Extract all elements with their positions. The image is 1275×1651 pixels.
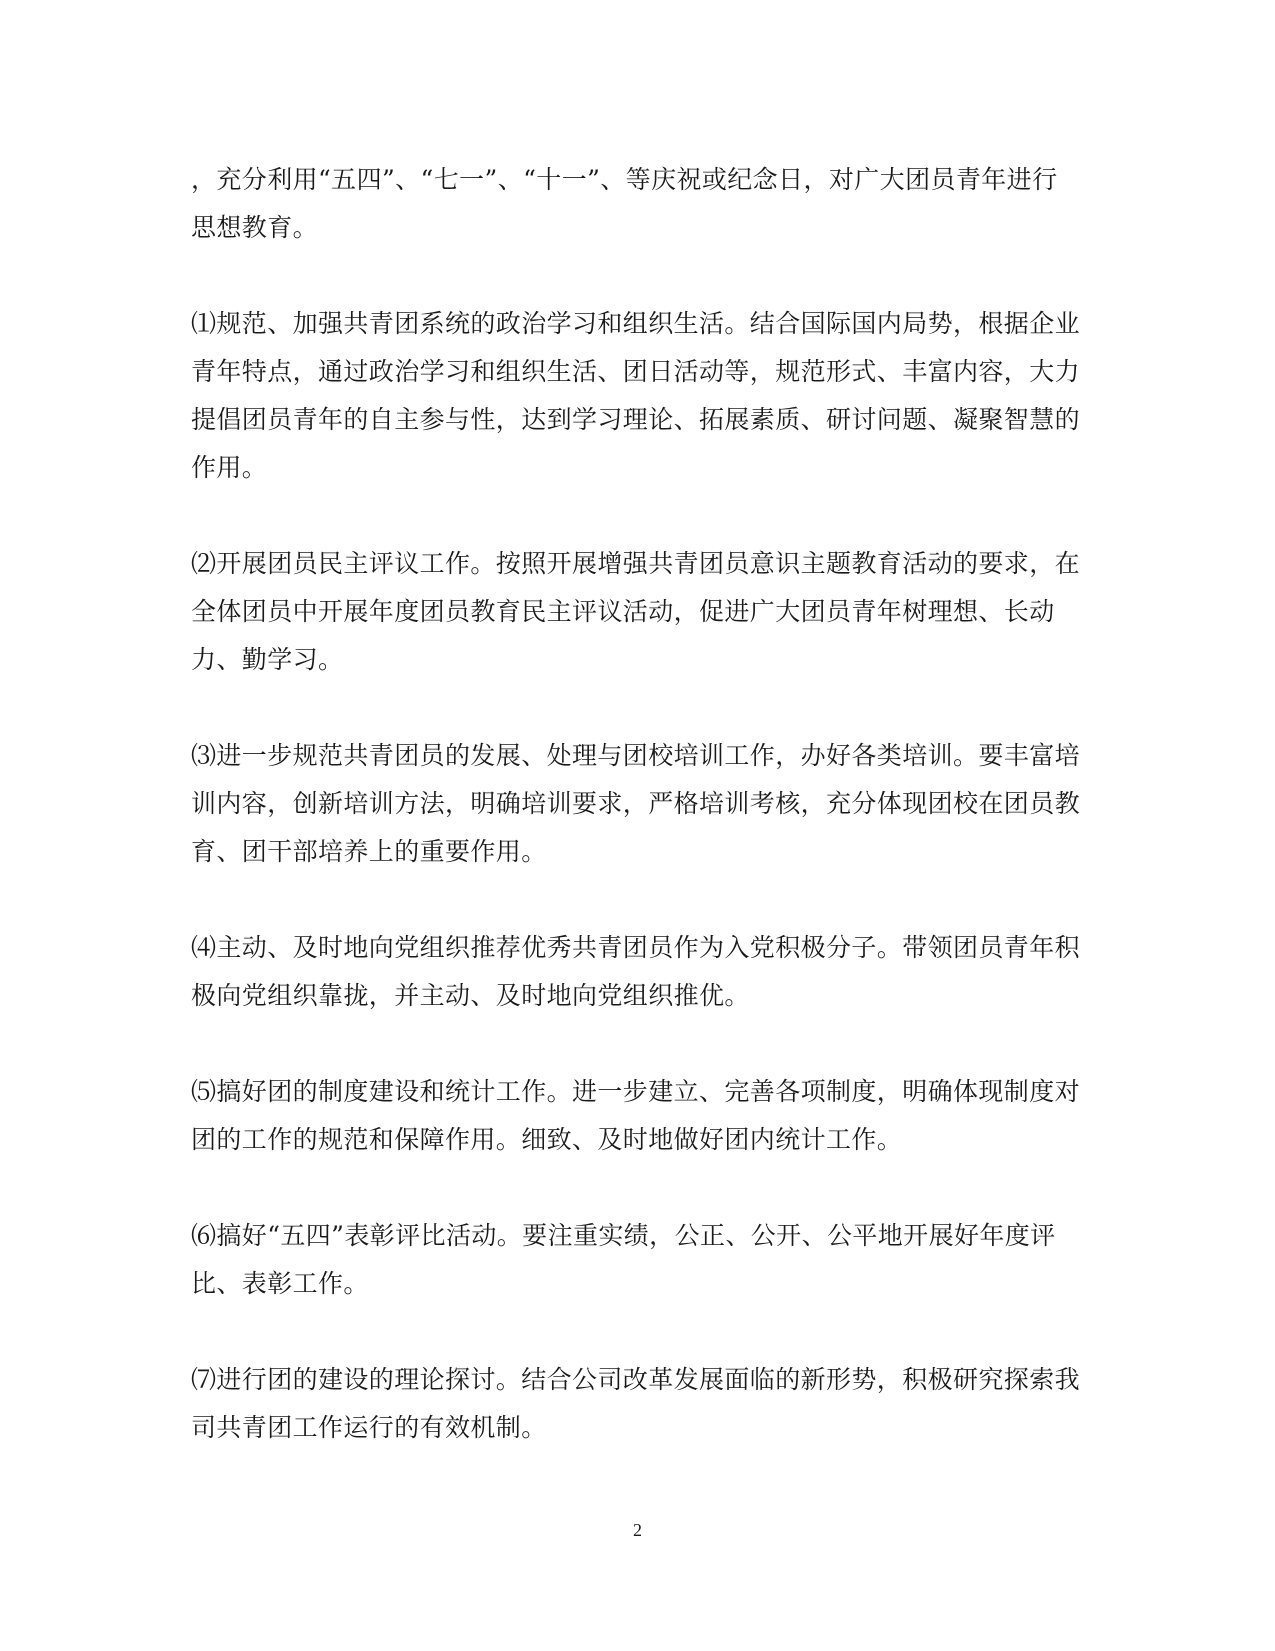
paragraph-item-7: ⑺进行团的建设的理论探讨。结合公司改革发展面临的新形势，积极研究探索我司共青团工作运行的有效机制。 bbox=[191, 1365, 1081, 1442]
page-number: 2 bbox=[633, 1520, 642, 1540]
paragraph-item-1: ⑴规范、加强共青团系统的政治学习和组织生活。结合国际国内局势，根据企业青年特点，通过政治学习和组织生活、团日活动等，规范形式、丰富内容，大力提倡团员青年的自主参与性，达到学习理论、拓展素质、研讨问题、凝聚智慧的作用。 bbox=[191, 309, 1081, 482]
paragraph-item-6: ⑹搞好“五四”表彰评比活动。要注重实绩，公正、公开、公平地开展好年度评比、表彰工作。 bbox=[191, 1221, 1056, 1298]
paragraph-item-5: ⑸搞好团的制度建设和统计工作。进一步建立、完善各项制度，明确体现制度对团的工作的规范和保障作用。细致、及时地做好团内统计工作。 bbox=[191, 1077, 1081, 1154]
paragraph-item-2: ⑵开展团员民主评议工作。按照开展增强共青团员意识主题教育活动的要求，在全体团员中开展年度团员教育民主评议活动，促进广大团员青年树理想、长动力、勤学习。 bbox=[191, 549, 1081, 674]
paragraph-item-3: ⑶进一步规范共青团员的发展、处理与团校培训工作，办好各类培训。要丰富培训内容，创新培训方法，明确培训要求，严格培训考核，充分体现团校在团员教育、团干部培养上的重要作用。 bbox=[191, 741, 1081, 866]
paragraph-intro: ，充分利用“五四”、“七一”、“十一”、等庆祝或纪念日，对广大团员青年进行思想教育。 bbox=[191, 165, 1058, 242]
paragraph-item-4: ⑷主动、及时地向党组织推荐优秀共青团员作为入党积极分子。带领团员青年积极向党组织靠拢，并主动、及时地向党组织推优。 bbox=[191, 933, 1081, 1010]
document-body bbox=[191, 156, 1081, 1500]
